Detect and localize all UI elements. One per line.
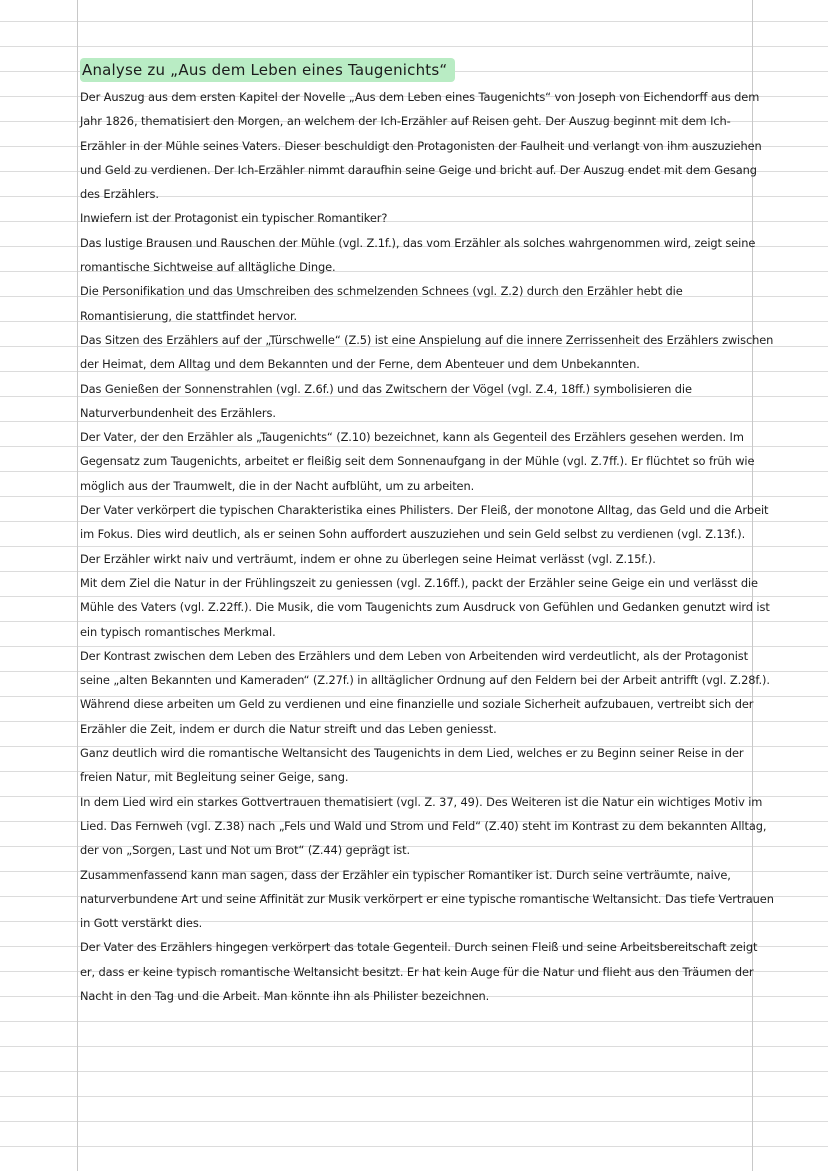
paragraph-gottvertrauen: In dem Lied wird ein starkes Gottvertrauen thematisiert (vgl. Z. 37, 49). Des Weiteren ist die Natur ein wichtiges Motiv im Lied. Das Fernweh (vgl. Z.38) nach „Fels und Wald und Strom und Feld“ (Z.40) steht im Kontrast zu dem bekannten Alltag, der von „Sorgen, Last und Not um Brot“ (Z.44) geprägt ist. [80, 794, 767, 858]
paragraph-intro: Der Auszug aus dem ersten Kapitel der Novelle „Aus dem Leben eines Taugenichts“ von Joseph von Eichendorff aus dem Jahr 1826, thematisiert den Morgen, an welchem der Ich-Erzähler auf Reisen geht. Der Auszug beginnt mit dem Ich-Erzähler in der Mühle seines Vaters. Dieser beschuldigt den Protagonisten der Faulheit und verlangt von ihm auszuziehen und Geld zu verdienen. Der Ich-Erzähler nimmt daraufhin seine Geige und bricht auf. Der Auszug endet mit dem Gesang des Erzählers. [80, 90, 762, 202]
paragraph-sonnenstrahlen: Das Genießen der Sonnenstrahlen (vgl. Z.6f.) und das Zwitschern der Vögel (vgl. Z.4, 18ff.) symbolisieren die Naturverbundenheit des Erzählers. [80, 381, 692, 420]
paragraph-kontrast: Der Kontrast zwischen dem Leben des Erzählers und dem Leben von Arbeitenden wird verdeutlicht, als der Protagonist seine „alten Bekannten und Kameraden“ (Z.27f.) in alltäglicher Ordnung auf den Feldern bei der Arbeit antrifft (vgl. Z.28f.). Während diese arbeiten um Geld zu verdienen und eine finanzielle und soziale Sicherheit aufzubauen, vertreibt sich der Erzähler die Zeit, indem er durch die Natur streift und das Leben geniesst. [80, 648, 770, 736]
left-margin-line [77, 0, 78, 1171]
paragraph-lied: Ganz deutlich wird die romantische Weltansicht des Taugenichts in dem Lied, welches er zu Beginn seiner Reise in der freien Natur, mit Begleitung seiner Geige, sang. [80, 746, 744, 785]
paragraph-philister: Der Vater verkörpert die typischen Charakteristika eines Philisters. Der Fleiß, der monotone Alltag, das Geld und die Arbeit im Fokus. Dies wird deutlich, als er seinen Sohn auffordert auszuziehen und sein Geld selbst zu verdienen (vgl. Z.13f.). [80, 503, 769, 542]
paragraph-muehle: Das lustige Brausen und Rauschen der Mühle (vgl. Z.1f.), das vom Erzähler als solches wahrgenommen wird, zeigt seine romantische Sichtweise auf alltägliche Dinge. [80, 235, 756, 275]
paragraph-question: Inwiefern ist der Protagonist ein typischer Romantiker? [80, 211, 388, 226]
paragraph-fazit: Zusammenfassend kann man sagen, dass der Erzähler ein typischer Romantiker ist. Durch seine verträumte, naive, naturverbundene Art und seine Affinität zur Musik verkörpert er eine typische romantische Weltansicht. Das tiefe Vertrauen in Gott verstärkt dies. [80, 867, 774, 931]
document-title: Analyse zu „Aus dem Leben eines Taugenichts“ [80, 58, 455, 82]
paragraph-musik: Mit dem Ziel die Natur in der Frühlingszeit zu geniessen (vgl. Z.16ff.), packt der Erzähler seine Geige ein und verlässt die Mühle des Vaters (vgl. Z.22ff.). Die Musik, die vom Taugenichts zum Ausdruck von Gefühlen und Gedanken genutzt wird ist ein typisch romantisches Merkmal. [80, 575, 770, 639]
paragraph-vater-gegenteil: Der Vater des Erzählers hingegen verkörpert das totale Gegenteil. Durch seinen Fleiß und seine Arbeitsbereitschaft zeigt er, dass er keine typisch romantische Weltansicht besitzt. Er hat kein Auge für die Natur und flieht aus den Träumen der Nacht in den Tag und die Arbeit. Man könnte ihn als Philister bezeichnen. [80, 940, 758, 1003]
paragraph-tuerschwelle: Das Sitzen des Erzählers auf der „Türschwelle“ (Z.5) ist eine Anspielung auf die innere Zerrissenheit des Erzählers zwischen der Heimat, dem Alltag und dem Bekannten und der Ferne, dem Abenteuer und dem Unbekannten. [80, 332, 774, 372]
document-body [80, 58, 775, 1008]
paragraph-naiv: Der Erzähler wirkt naiv und verträumt, indem er ohne zu überlegen seine Heimat verlässt (vgl. Z.15f.). [80, 551, 656, 566]
paragraph-vater: Der Vater, der den Erzähler als „Taugenichts“ (Z.10) bezeichnet, kann als Gegenteil des Erzählers gesehen werden. Im Gegensatz zum Taugenichts, arbeitet er fleißig seit dem Sonnenaufgang in der Mühle (vgl. Z.7ff.). Er flüchtet so früh wie möglich aus der Traumwelt, die in der Nacht aufblüht, um zu arbeiten. [80, 430, 755, 493]
paragraph-personifikation: Die Personifikation und das Umschreiben des schmelzenden Schnees (vgl. Z.2) durch den Erzähler hebt die Romantisierung, die stattfindet hervor. [80, 284, 683, 323]
